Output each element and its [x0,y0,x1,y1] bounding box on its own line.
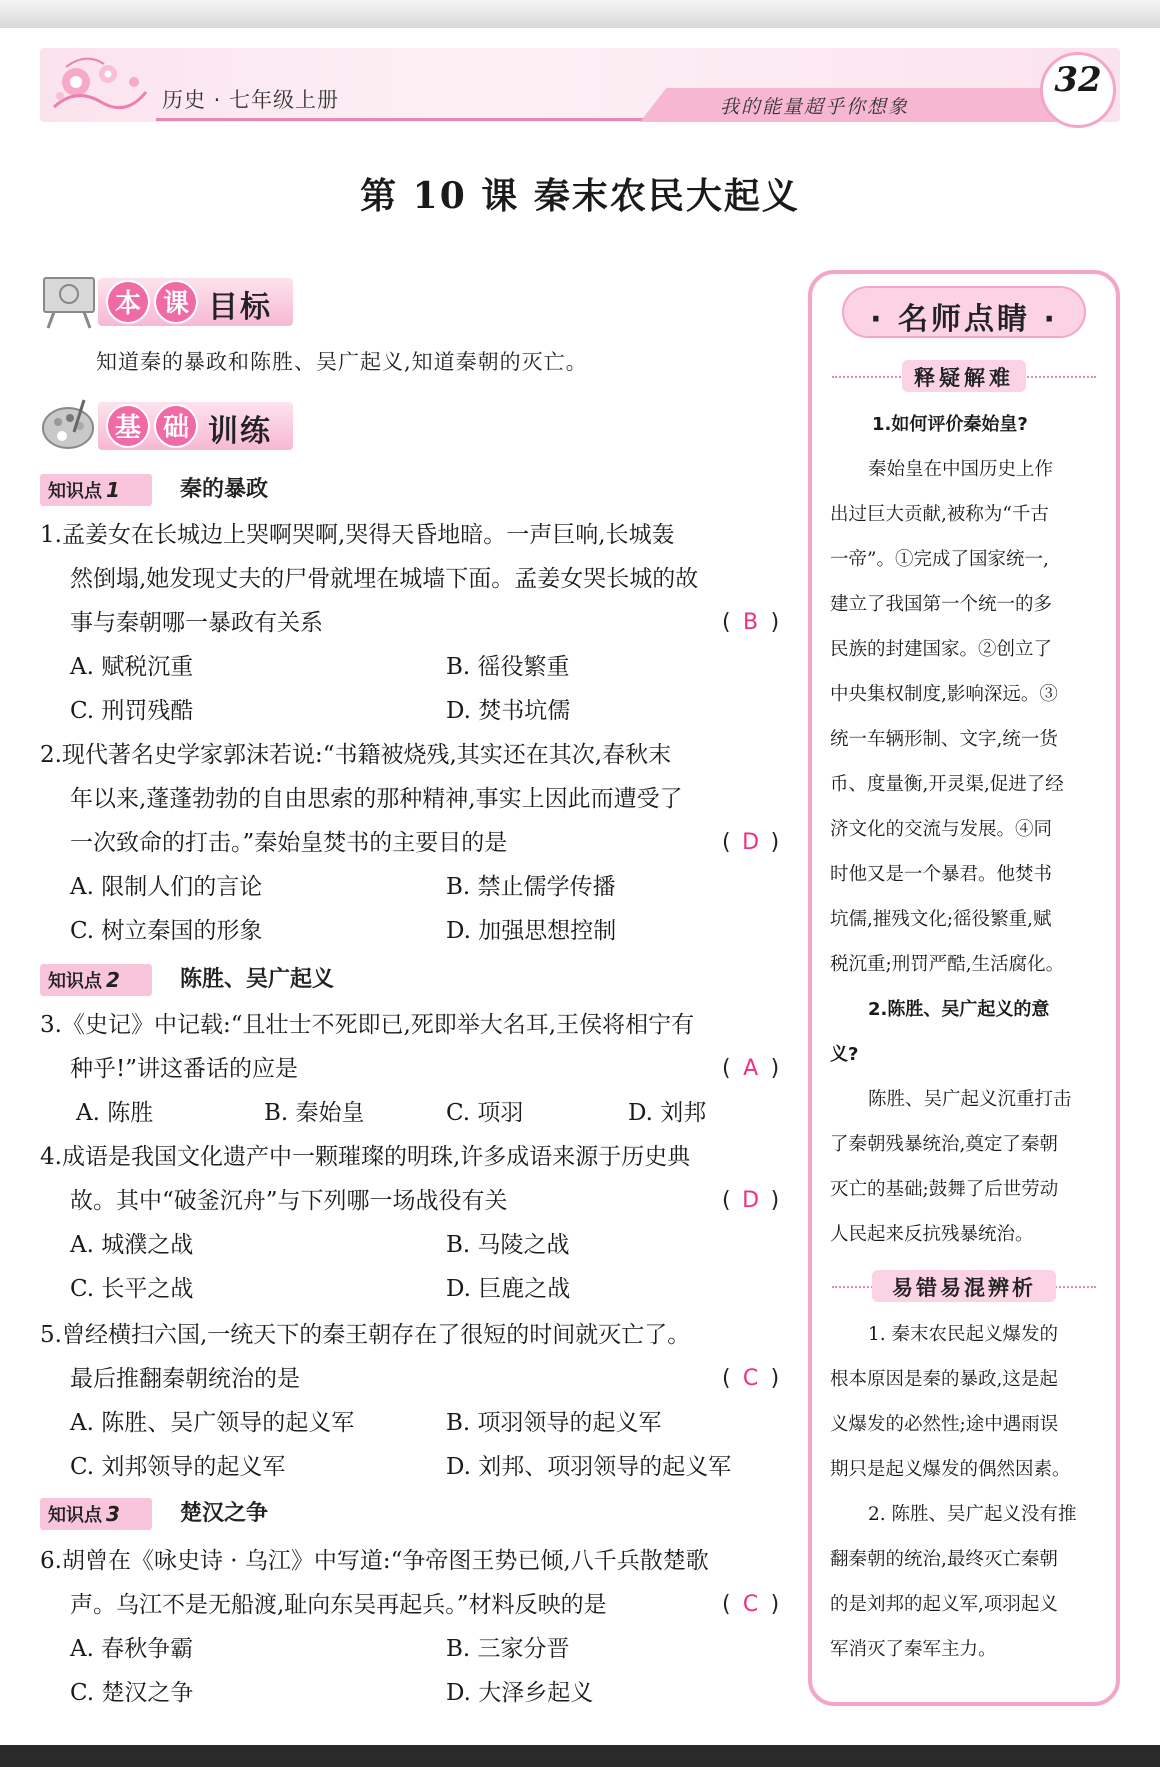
sidebar-line: 根本原因是秦的暴政,这是起 [830,1369,1058,1390]
sidebar-line: 中央集权制度,影响深远。③ [830,684,1058,705]
kp-title: 秦的暴政 [180,477,269,502]
question-3-option-a: A. 陈胜 [76,1100,154,1126]
section-title-rest: 训练 [208,414,272,449]
section-char-1: 本 [106,280,150,324]
question-2-option-c: C. 树立秦国的形象 [70,918,263,944]
answer-3: ( A ) [722,1056,780,1081]
page-header [40,48,1120,130]
sidebar-line: 灭亡的基础;鼓舞了后世劳动 [830,1179,1059,1200]
question-4-option-b: B. 马陵之战 [446,1232,570,1258]
question-1-line-1: 1.孟姜女在长城边上哭啊哭啊,哭得天昏地暗。一声巨响,长城轰 [40,522,675,548]
sidebar-line: 坑儒,摧残文化;徭役繁重,赋 [830,909,1052,930]
kp-title: 陈胜、吴广起义 [180,967,335,992]
question-6-line-2: 声。乌江不是无船渡,耻向东吴再起兵。”材料反映的是 [70,1592,607,1618]
sidebar-line: 人民起来反抗残暴统治。 [830,1224,1034,1245]
header-underline [156,118,676,121]
question-5-line-1: 5.曾经横扫六国,一统天下的秦王朝存在了很短的时间就灭亡了。 [40,1322,691,1348]
section-char-2: 课 [154,280,198,324]
palette-icon [40,396,98,454]
sidebar-line: 义爆发的必然性;途中遇雨误 [830,1414,1059,1435]
answer-2: ( D ) [722,830,780,855]
question-3-option-d: D. 刘邦 [628,1100,707,1126]
question-6-line-1: 6.胡曾在《咏史诗 · 乌江》中写道:“争帝图王势已倾,八千兵散楚歌 [40,1548,709,1574]
question-1-option-a: A. 赋税沉重 [70,654,194,680]
subheading-text: 易错易混辨析 [892,1276,1036,1300]
kp-tag: 知识点 3 [40,1498,152,1530]
sidebar-line: 秦始皇在中国历史上作 [868,459,1054,480]
question-1-option-c: C. 刑罚残酷 [70,698,194,724]
answer-4: ( D ) [722,1188,780,1213]
question-5-line-2: 最后推翻秦朝统治的是 [70,1366,300,1392]
question-2-line-3: 一次致命的打击。”秦始皇焚书的主要目的是 [70,830,508,856]
sidebar-line: 1. 秦末农民起义爆发的 [868,1324,1059,1345]
sidebar-line: 一帝”。①完成了国家统一, [830,549,1049,570]
question-4-line-1: 4.成语是我国文化遗产中一颗璀璨的明珠,许多成语来源于历史典 [40,1144,691,1170]
sidebar-line: 的是刘邦的起义军,项羽起义 [830,1594,1058,1615]
sidebar-q2-cont: 义? [830,1044,859,1065]
subheading-text: 释疑解难 [914,366,1014,390]
sidebar-q2: 2.陈胜、吴广起义的意 [868,999,1050,1020]
sidebar-line: 税沉重;刑罚严酷,生活腐化。 [830,954,1065,975]
sidebar-line: 了秦朝残暴统治,奠定了秦朝 [830,1134,1058,1155]
sidebar-line: 时他又是一个暴君。他焚书 [830,864,1053,885]
flower-ornament-icon [46,52,156,122]
top-edge [0,0,1160,28]
question-1-option-b: B. 徭役繁重 [446,654,570,680]
sidebar-line: 翻秦朝的统治,最终灭亡秦朝 [830,1549,1058,1570]
answer-5: ( C ) [722,1366,780,1391]
question-4-option-c: C. 长平之战 [70,1276,194,1302]
kp-tag: 知识点 2 [40,964,152,996]
question-2-option-b: B. 禁止儒学传播 [446,874,616,900]
section-banner-goal [40,270,295,332]
page-number: 32 [1054,60,1102,100]
book-title: 历史 · 七年级上册 [162,88,340,112]
answer-6: ( C ) [722,1592,780,1617]
teacher-tips-sidebar [808,270,1120,1706]
question-2-line-2: 年以来,蓬蓬勃勃的自由思索的那种精神,事实上因此而遭受了 [70,786,683,812]
question-2-option-a: A. 限制人们的言论 [70,874,263,900]
sidebar-line: 军消灭了秦军主力。 [830,1639,997,1660]
question-3-line-1: 3.《史记》中记载:“且壮士不死即已,死即举大名耳,王侯将相宁有 [40,1012,695,1038]
question-5-option-b: B. 项羽领导的起义军 [446,1410,662,1436]
sidebar-line: 统一车辆形制、文字,统一货 [830,729,1058,750]
question-6-option-c: C. 楚汉之争 [70,1680,194,1706]
sidebar-line: 济文化的交流与发展。④同 [830,819,1053,840]
sidebar-line: 建立了我国第一个统一的多 [830,594,1053,615]
question-6-option-a: A. 春秋争霸 [70,1636,194,1662]
lesson-objective: 知道秦的暴政和陈胜、吴广起义,知道秦朝的灭亡。 [96,350,588,374]
kp-title: 楚汉之争 [180,1501,269,1526]
header-slogan: 我的能量超乎你想象 [720,96,910,118]
question-1-line-3: 事与秦朝哪一暴政有关系 [70,610,323,636]
sidebar-title: · 名师点睛 · [870,302,1058,337]
question-1-line-2: 然倒塌,她发现丈夫的尸骨就埋在城墙下面。孟姜女哭长城的故 [70,566,699,592]
section-char-2: 础 [154,404,198,448]
kp-tag: 知识点 1 [40,474,152,506]
question-5-option-a: A. 陈胜、吴广领导的起义军 [70,1410,355,1436]
sidebar-line: 出过巨大贡献,被称为“千古 [830,504,1049,525]
question-3-option-c: C. 项羽 [446,1100,524,1126]
question-1-option-d: D. 焚书坑儒 [446,698,571,724]
answer-1: ( B ) [722,610,780,635]
question-3-option-b: B. 秦始皇 [264,1100,365,1126]
question-5-option-c: C. 刘邦领导的起义军 [70,1454,286,1480]
question-6-option-b: B. 三家分晋 [446,1636,570,1662]
question-3-line-2: 种乎!”讲这番话的应是 [70,1056,299,1082]
question-4-line-2: 故。其中“破釜沉舟”与下列哪一场战役有关 [70,1188,508,1214]
sidebar-q1: 1.如何评价秦始皇? [872,414,1028,435]
sidebar-subheading-2 [832,1270,1096,1304]
question-2-line-1: 2.现代著名史学家郭沫若说:“书籍被烧残,其实还在其次,春秋末 [40,742,672,768]
sidebar-line: 陈胜、吴广起义沉重打击 [868,1089,1072,1110]
sidebar-line: 2. 陈胜、吴广起义没有推 [868,1504,1077,1525]
lesson-title: 第 10 课 秦末农民大起义 [360,175,800,217]
easel-icon [40,272,98,330]
question-4-option-d: D. 巨鹿之战 [446,1276,571,1302]
sidebar-line: 民族的封建国家。②创立了 [830,639,1053,660]
question-6-option-d: D. 大泽乡起义 [446,1680,594,1706]
bottom-edge [0,1745,1160,1767]
section-banner-basic [40,394,295,456]
question-4-option-a: A. 城濮之战 [70,1232,194,1258]
section-char-1: 基 [106,404,150,448]
sidebar-line: 币、度量衡,开灵渠,促进了经 [830,774,1064,795]
sidebar-subheading-1 [832,360,1096,394]
question-2-option-d: D. 加强思想控制 [446,918,617,944]
question-5-option-d: D. 刘邦、项羽领导的起义军 [446,1454,732,1480]
section-title-rest: 目标 [208,290,272,325]
sidebar-line: 期只是起义爆发的偶然因素。 [830,1459,1071,1480]
